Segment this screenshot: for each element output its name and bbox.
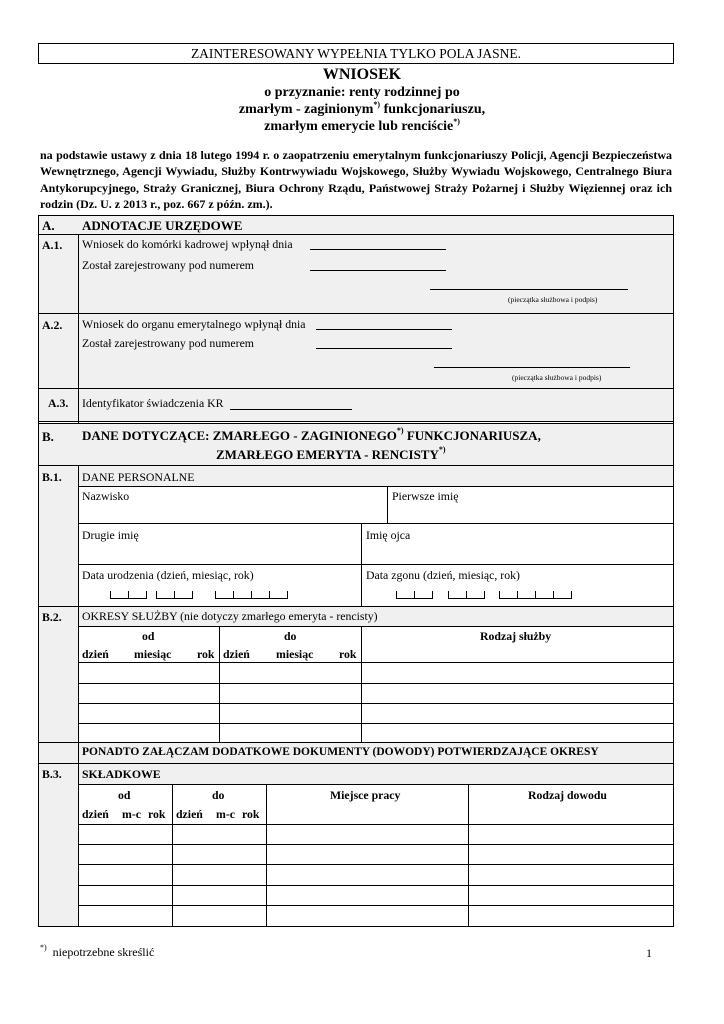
section-a-code: A. <box>42 218 55 233</box>
b3-table-row[interactable] <box>79 886 673 905</box>
b3-table-row[interactable] <box>79 906 673 926</box>
subtitle-line-3: zmarłym emerycie lub renciście*) <box>264 117 460 134</box>
a2-stamp-caption: (pieczątka służbowa i podpis) <box>512 373 602 382</box>
legal-basis: na podstawie ustawy z dnia 18 lutego 1994 r. o zaopatrzeniu emerytalnym funkcjonariuszy Policji, Agencji Bezpieczeństwa Wewnętrznego, Agencji Wywiadu, Służby Kontrwywiadu Wojskowego, Służby Wywiadu Wojskowego, Centralnego Biura Antykorupcyjnego, Straży Granicznej, Biura Ochrony Rządu, Państwowej Straży Pożarnej i Służby Więziennej oraz ich rodzin (Dz. U. z 2013 r., poz. 667 z późn. zm.). <box>40 148 672 212</box>
b3-from-day: dzień <box>82 807 109 821</box>
b3-to-header: do <box>212 788 225 802</box>
b1-title: DANE PERSONALNE <box>82 470 195 484</box>
b3-workplace-header: Miejsce pracy <box>330 788 401 802</box>
page-number: 1 <box>646 946 652 960</box>
a2-stamp-line[interactable] <box>434 367 630 368</box>
section-b-title-line-2: ZMARŁEGO EMERYTA - RENCISTY*) <box>216 445 446 462</box>
subtitle-line-2: zmarłym - zaginionym*) funkcjonariuszu, <box>238 100 486 117</box>
b2-to-day: dzień <box>223 647 250 661</box>
b2-table-row[interactable] <box>79 684 673 703</box>
footnote: *) niepotrzebne skreślić <box>40 943 155 959</box>
subtitle-line-1: o przyznanie: renty rodzinnej po <box>264 85 460 100</box>
b2-to-month: miesiąc <box>276 647 314 661</box>
a3-benefit-id-label: Identyfikator świadczenia KR <box>82 396 224 410</box>
first-name-label: Pierwsze imię <box>392 489 459 503</box>
a3-benefit-id-field[interactable] <box>230 409 352 410</box>
death-date-field[interactable] <box>396 591 576 600</box>
a2-registered-label: Został zarejestrowany pod numerem <box>82 336 254 350</box>
a3-code: A.3. <box>48 396 69 410</box>
a1-received-date-field[interactable] <box>310 249 446 250</box>
b2-code: B.2. <box>42 610 62 624</box>
b3-proof-type-header: Rodzaj dowodu <box>528 788 607 802</box>
b2-table-row[interactable] <box>79 704 673 723</box>
b3-from-month: m-c <box>122 807 141 821</box>
b3-from-header: od <box>118 788 131 802</box>
b2-from-header: od <box>142 629 155 643</box>
b2-to-year: rok <box>339 647 357 661</box>
b2-title: OKRESY SŁUŻBY (nie dotyczy zmarłego emeryta - rencisty) <box>82 609 378 623</box>
father-name-label: Imię ojca <box>366 528 411 542</box>
b2-from-day: dzień <box>82 647 109 661</box>
section-b-code: B. <box>42 429 54 444</box>
b3-table-row[interactable] <box>79 845 673 864</box>
b3-to-year: rok <box>242 807 260 821</box>
b3-from-year: rok <box>148 807 166 821</box>
b3-to-month: m-c <box>216 807 235 821</box>
b3-to-day: dzień <box>176 807 203 821</box>
a1-stamp-line[interactable] <box>430 289 628 290</box>
b3-table-row[interactable] <box>79 825 673 844</box>
b3-table-row[interactable] <box>79 865 673 885</box>
form-table <box>38 215 674 927</box>
a2-registered-number-field[interactable] <box>316 348 452 349</box>
a1-registered-number-field[interactable] <box>310 270 446 271</box>
b2-to-header: do <box>284 629 297 643</box>
page-title: WNIOSEK <box>322 66 402 83</box>
birth-date-label: Data urodzenia (dzień, miesiąc, rok) <box>82 568 254 582</box>
b3-code: B.3. <box>42 767 62 781</box>
section-b-title-line-1: DANE DOTYCZĄCE: ZMARŁEGO - ZAGINIONEGO*) FUNKCJONARIUSZA, <box>82 426 541 443</box>
birth-date-field[interactable] <box>110 591 290 600</box>
a1-code: A.1. <box>42 238 63 252</box>
a1-received-label: Wniosek do komórki kadrowej wpłynął dnia <box>82 237 293 251</box>
a2-received-label: Wniosek do organu emerytalnego wpłynął dnia <box>82 317 306 331</box>
b2-from-month: miesiąc <box>134 647 172 661</box>
header-note: ZAINTERESOWANY WYPEŁNIA TYLKO POLA JASNE. <box>38 43 674 64</box>
b2-from-year: rok <box>197 647 215 661</box>
a1-stamp-caption: (pieczątka służbowa i podpis) <box>508 295 598 304</box>
b2-table-row[interactable] <box>79 663 673 683</box>
a2-code: A.2. <box>42 318 63 332</box>
second-name-label: Drugie imię <box>82 528 139 542</box>
b2-service-type-header: Rodzaj służby <box>480 629 552 643</box>
a2-received-date-field[interactable] <box>316 329 452 330</box>
section-a-title: ADNOTACJE URZĘDOWE <box>82 218 243 233</box>
death-date-label: Data zgonu (dzień, miesiąc, rok) <box>366 568 520 582</box>
b2-attach-note: PONADTO ZAŁĄCZAM DODATKOWE DOKUMENTY (DOWODY) POTWIERDZAJĄCE OKRESY <box>82 746 599 758</box>
b1-code: B.1. <box>42 470 62 484</box>
a1-registered-label: Został zarejestrowany pod numerem <box>82 258 254 272</box>
surname-label: Nazwisko <box>82 489 130 503</box>
b2-table-row[interactable] <box>79 724 673 742</box>
b3-title: SKŁADKOWE <box>82 767 161 781</box>
